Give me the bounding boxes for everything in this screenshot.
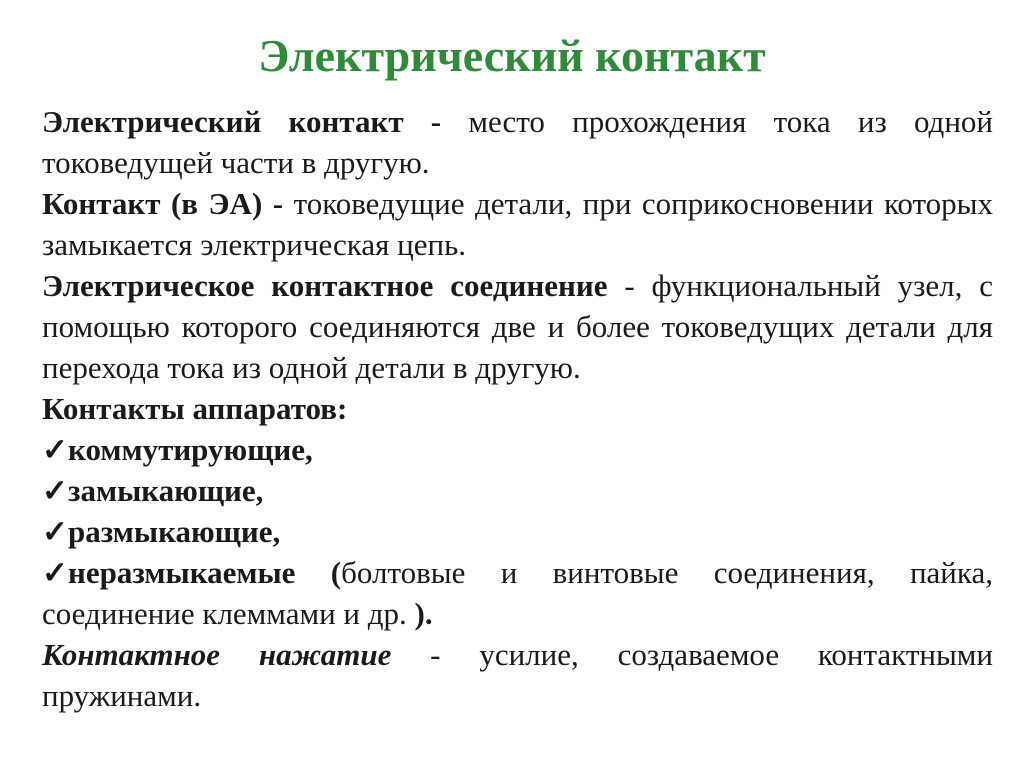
note-open: ( xyxy=(295,555,342,590)
list-item xyxy=(42,552,993,634)
definition-contact-ea xyxy=(42,183,993,265)
contact-type-label: коммутирующие, xyxy=(68,432,313,467)
definition-term: Контакт (в ЭА) - xyxy=(42,186,284,221)
contact-type-label: неразмыкаемые xyxy=(68,555,296,590)
checkmark-icon: ✓ xyxy=(42,555,68,590)
definition-text: - функциональный узел, с помощью которого соединяются две и более токоведущих детали для перехода тока из одной детали в другую. xyxy=(42,268,993,385)
definition-term: Электрическое контактное соединение xyxy=(42,268,608,303)
definition-term: Контактное нажатие xyxy=(42,637,431,672)
definition-term: Электрический контакт - xyxy=(42,104,442,139)
definition-text: токоведущие детали, при соприкосновении которых замыкается электрическая цепь. xyxy=(42,186,993,262)
definition-contact-connection xyxy=(42,265,993,388)
list-item xyxy=(42,511,993,552)
definition-text: - усилие, создаваемое контактными пружинами. xyxy=(42,637,993,713)
slide-body xyxy=(42,101,993,716)
slide-title: Электрический контакт xyxy=(258,30,766,81)
definition-contact-pressure xyxy=(42,634,993,716)
checkmark-icon: ✓ xyxy=(42,473,68,508)
definition-electrical-contact xyxy=(42,101,993,183)
contact-type-note: болтовые и винтовые соединения, пайка, соединение клеммами и др. xyxy=(42,555,993,631)
contacts-heading: Контакты аппаратов: xyxy=(42,391,348,426)
checkmark-icon: ✓ xyxy=(42,514,68,549)
list-item xyxy=(42,470,993,511)
definition-text: место прохождения тока из одной токоведущей части в другую. xyxy=(42,104,994,180)
checkmark-icon: ✓ xyxy=(42,432,68,467)
list-item xyxy=(42,429,993,470)
note-close: ). xyxy=(414,596,433,631)
contact-type-label: размыкающие, xyxy=(68,514,281,549)
contact-type-label: замыкающие, xyxy=(68,473,264,508)
